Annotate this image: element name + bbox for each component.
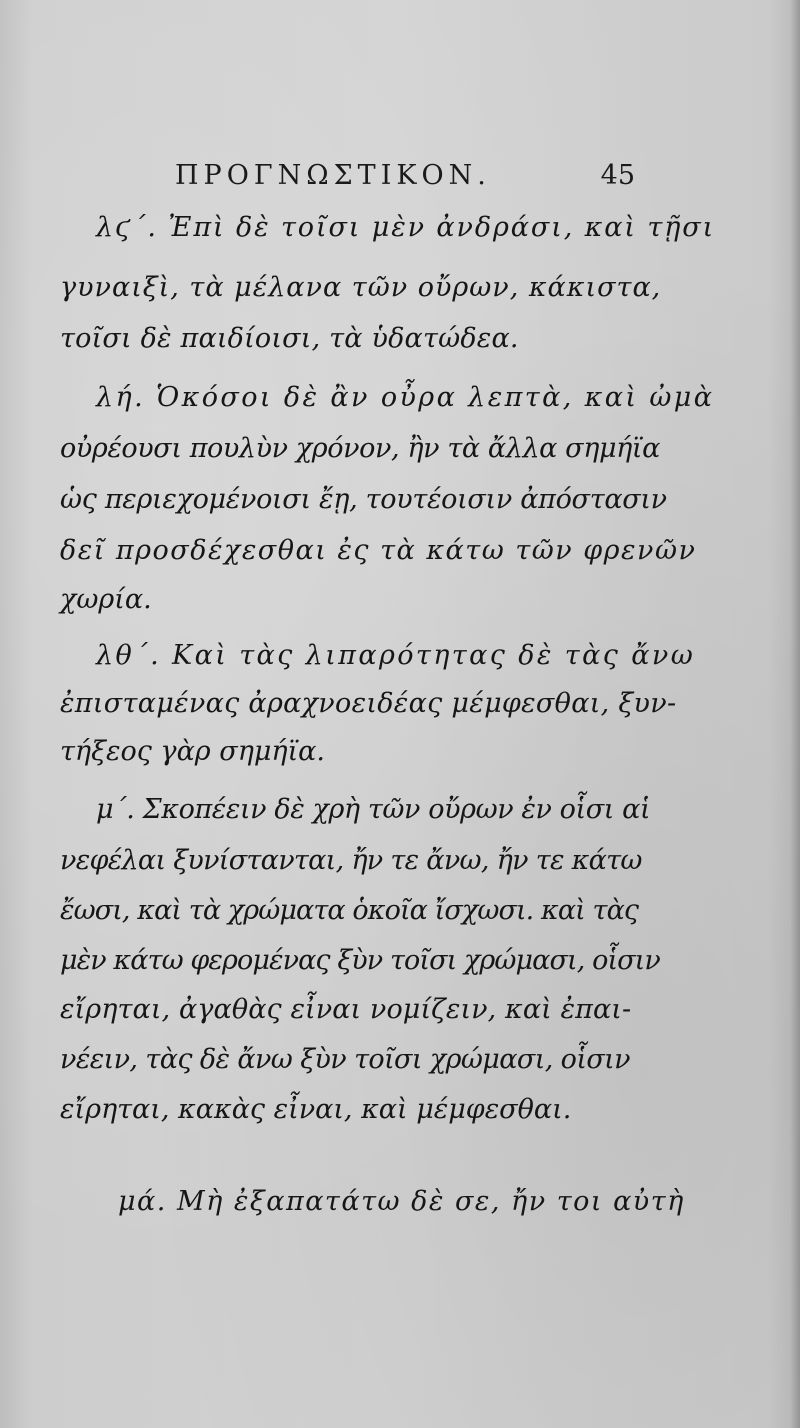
text-line: εἴρηται, ἀγαθὰς εἶναι νομίζειν, καὶ ἐπαι- bbox=[60, 994, 632, 1025]
text-line: μά. Μὴ ἐξαπατάτω δὲ σε, ἤν τοι αὐτὴ bbox=[118, 1186, 685, 1217]
text-line: γυναιξὶ, τὰ μέλανα τῶν οὔρων, κάκιστα, bbox=[60, 272, 662, 303]
page-header bbox=[175, 160, 635, 200]
text-line: νέειν, τὰς δὲ ἄνω ξὺν τοῖσι χρώμασι, οἷσιν bbox=[60, 1044, 630, 1075]
text-line: ἔωσι, καὶ τὰ χρώματα ὁκοῖα ἴσχωσι. καὶ τὰς bbox=[60, 895, 639, 926]
text-line: χωρία. bbox=[60, 584, 152, 615]
text-line: ὡς περιεχομένοισι ἔῃ, τουτέοισιν ἀπόστασιν bbox=[60, 484, 667, 515]
text-line: μὲν κάτω φερομένας ξὺν τοῖσι χρώμασι, οἷσιν bbox=[60, 945, 660, 976]
text-line: μ΄. Σκοπέειν δὲ χρὴ τῶν οὔρων ἐν οἷσι αἱ bbox=[96, 794, 651, 825]
running-title: ΠΡΟΓΝΩΣΤΙΚΟΝ. bbox=[175, 160, 491, 191]
text-line: λϛ΄. Ἐπὶ δὲ τοῖσι μὲν ἀνδράσι, καὶ τῇσι bbox=[96, 212, 716, 243]
text-line: νεφέλαι ξυνίστανται, ἤν τε ἄνω, ἤν τε κάτω bbox=[60, 845, 642, 876]
text-line: εἴρηται, κακὰς εἶναι, καὶ μέμφεσθαι. bbox=[60, 1094, 572, 1125]
text-line: λή. Ὁκόσοι δὲ ἂν οὖρα λεπτὰ, καὶ ὠμὰ bbox=[96, 382, 715, 413]
text-line: δεῖ προσδέχεσθαι ἐς τὰ κάτω τῶν φρενῶν bbox=[60, 535, 697, 566]
page-edge-shadow bbox=[790, 0, 800, 1428]
text-line: τοῖσι δὲ παιδίοισι, τὰ ὑδατώδεα. bbox=[60, 323, 519, 354]
text-line: οὐρέουσι πουλὺν χρόνον, ἢν τὰ ἄλλα σημήϊα bbox=[60, 433, 660, 464]
page-number: 45 bbox=[600, 160, 635, 191]
text-line: τήξεος γὰρ σημήϊα. bbox=[60, 736, 325, 767]
text-line: λθ΄. Καὶ τὰς λιπαρότητας δὲ τὰς ἄνω bbox=[96, 640, 696, 671]
text-line: ἐπισταμένας ἀραχνοειδέας μέμφεσθαι, ξυν- bbox=[60, 688, 677, 719]
